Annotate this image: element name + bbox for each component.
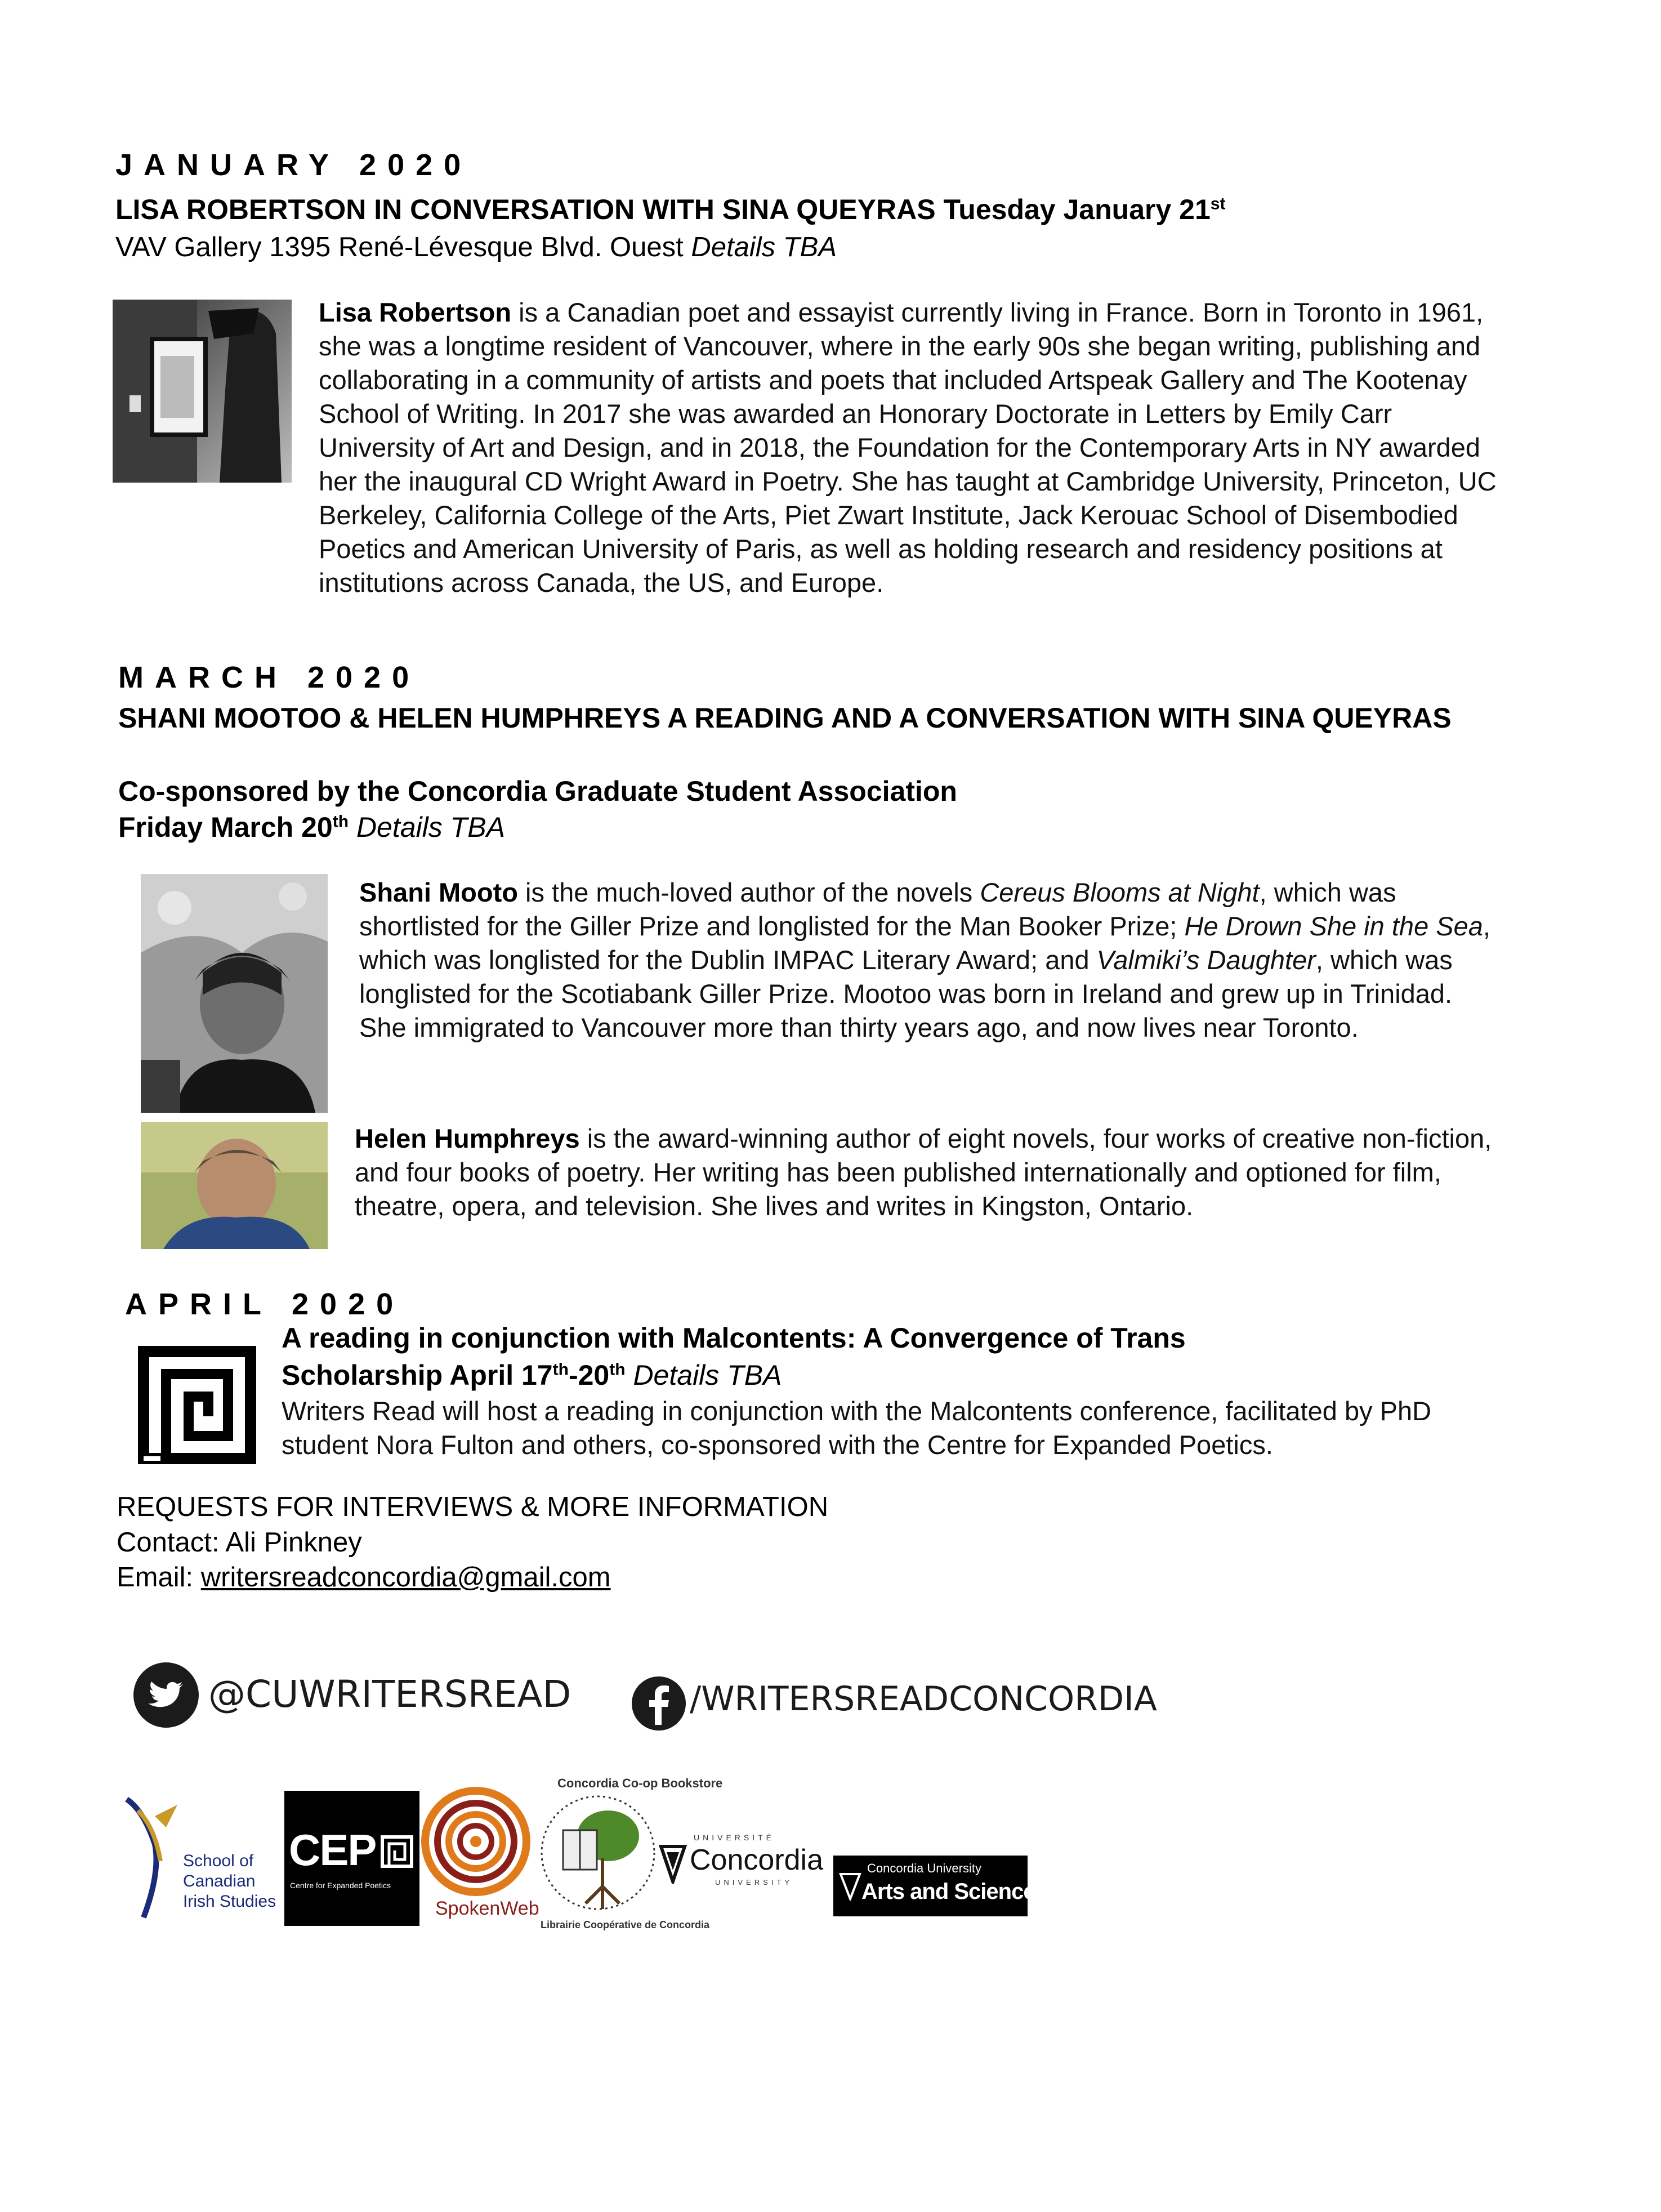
cep-letters: CEP [289,1825,376,1875]
shani-mootoo-photo [141,874,328,1113]
april-details: Details TBA [633,1359,782,1391]
twitter-handle[interactable]: @CUWRITERSREAD [208,1673,571,1716]
email-link[interactable]: writersreadconcordia@gmail.com [200,1562,611,1593]
concordia-top-label: UNIVERSITÉ [694,1833,775,1842]
march-date-line: Friday March 20th Details TBA [118,811,505,843]
expanded-poetics-maze-icon [138,1346,256,1464]
april-description: Writers Read will host a reading in conjunction with the Malcontents conference, facilitated by PhD student Nora Fulton and others, co-sponsored with the Centre for Expanded Poetics. [282,1396,1432,1460]
irish-logo-line2: Canadian [183,1872,256,1890]
lisa-robertson-bio: Lisa Robertson is a Canadian poet and essayist currently living in France. Born in Toronto in 1961, she was a longtime resident of Vancouver, where in the early 90s she began writing, publishing and collaborating in a community of artists and poets that included Artspeak Gallery and The Kootenay School of Writing. In 2017 she was awarded an Honorary Doctorate in Letters by Emily Carr University of Art and Design, and in 2018, the Foundation for the Contemporary Arts in NY awarded her the inaugural CD Wright Award in Poetry. She has taught at Cambridge University, Princeton, UC Berkeley, California College of the Arts, Piet Zwart Institute, Jack Kerouac School of Disembodied Poetics and American University of Paris, as well as holding research and residency positions at institutions across Canada, the US, and Europe. [319,297,1497,597]
irish-logo-line3: Irish Studies [183,1892,276,1911]
shani-mootoo-bio: Shani Mooto is the much-loved author of the novels Cereus Blooms at Night, which was shortlisted for the Giller Prize and longlisted for the Man Booker Prize; He Drown She in the Sea, which was longlisted for the Dublin IMPAC Literary Award; and Valmiki’s Daughter, which was longlisted for the Scotiabank Giller Prize. Mootoo was born in Ireland and grew up in Trinidad. She immigrated to Vancouver more than thirty years ago, and now lives near Toronto. [359,877,1490,1042]
march-date: Friday March 20 [118,811,333,843]
spokenweb-label: SpokenWeb [435,1898,539,1919]
contact-email-line [117,1560,611,1595]
january-venue-line [115,230,837,265]
concordia-wordmark: Concordia [690,1844,824,1876]
march-details: Details TBA [356,811,505,843]
cep-subtitle: Centre for Expanded Poetics [290,1881,391,1890]
facebook-handle[interactable]: /WRITERSREADCONCORDIA [690,1679,1157,1719]
concordia-coop-bookstore-logo [535,1774,723,1934]
january-title: LISA ROBERTSON IN CONVERSATION WITH SINA QUEYRAS [115,194,936,225]
january-heading: JANUARY 2020 [115,148,472,182]
march-heading: MARCH 2020 [118,661,421,694]
concordia-bottom-label: UNIVERSITY [715,1878,793,1887]
shani-mootoo-name: Shani Mooto [359,877,518,907]
march-title: SHANI MOOTOO & HELEN HUMPHREYS A READING AND A CONVERSATION WITH SINA QUEYRAS [118,702,1452,734]
lisa-robertson-photo [113,300,292,483]
facebook-icon[interactable] [631,1675,687,1732]
helen-humphreys-name: Helen Humphreys [355,1123,580,1153]
january-date: Tuesday January 21st [943,194,1226,225]
coop-top-text: Concordia Co-op Bookstore [557,1776,723,1790]
helen-humphreys-photo [141,1122,328,1249]
january-venue: VAV Gallery 1395 René-Lévesque Blvd. Ouest [115,232,684,262]
january-event-title [115,191,1225,228]
march-sponsor: Co-sponsored by the Concordia Graduate Student Association [118,775,957,807]
april-heading: APRIL 2020 [125,1287,405,1321]
april-title-line2: Scholarship April 17th-20th Details TBA [282,1359,782,1391]
concordia-university-logo [659,1833,828,1889]
irish-logo-line1: School of [183,1852,254,1870]
contact-name: Contact: Ali Pinkney [117,1527,362,1558]
school-of-canadian-irish-studies-logo [121,1794,279,1923]
january-details: Details TBA [691,232,837,262]
twitter-icon[interactable] [132,1661,200,1729]
lisa-robertson-name: Lisa Robertson [319,297,512,327]
centre-for-expanded-poetics-logo [284,1791,419,1926]
arts-science-name: Arts and Science [861,1879,1035,1904]
helen-humphreys-bio: Helen Humphreys is the award-winning author of eight novels, four works of creative non-fiction, and four books of poetry. Her writing has been published internationally and optioned for film, theatre, opera, and television. She lives and writes in Kingston, Ontario. [355,1123,1492,1221]
email-label: Email: [117,1562,194,1593]
contact-heading: REQUESTS FOR INTERVIEWS & MORE INFORMATION [117,1492,829,1522]
spokenweb-logo [419,1785,539,1932]
coop-bottom-text: Librairie Coopérative de Concordia [541,1919,710,1930]
april-title-line1: A reading in conjunction with Malcontents: A Convergence of Trans [282,1322,1186,1354]
arts-science-top: Concordia University [867,1861,981,1875]
concordia-arts-and-science-logo [833,1856,1035,1916]
